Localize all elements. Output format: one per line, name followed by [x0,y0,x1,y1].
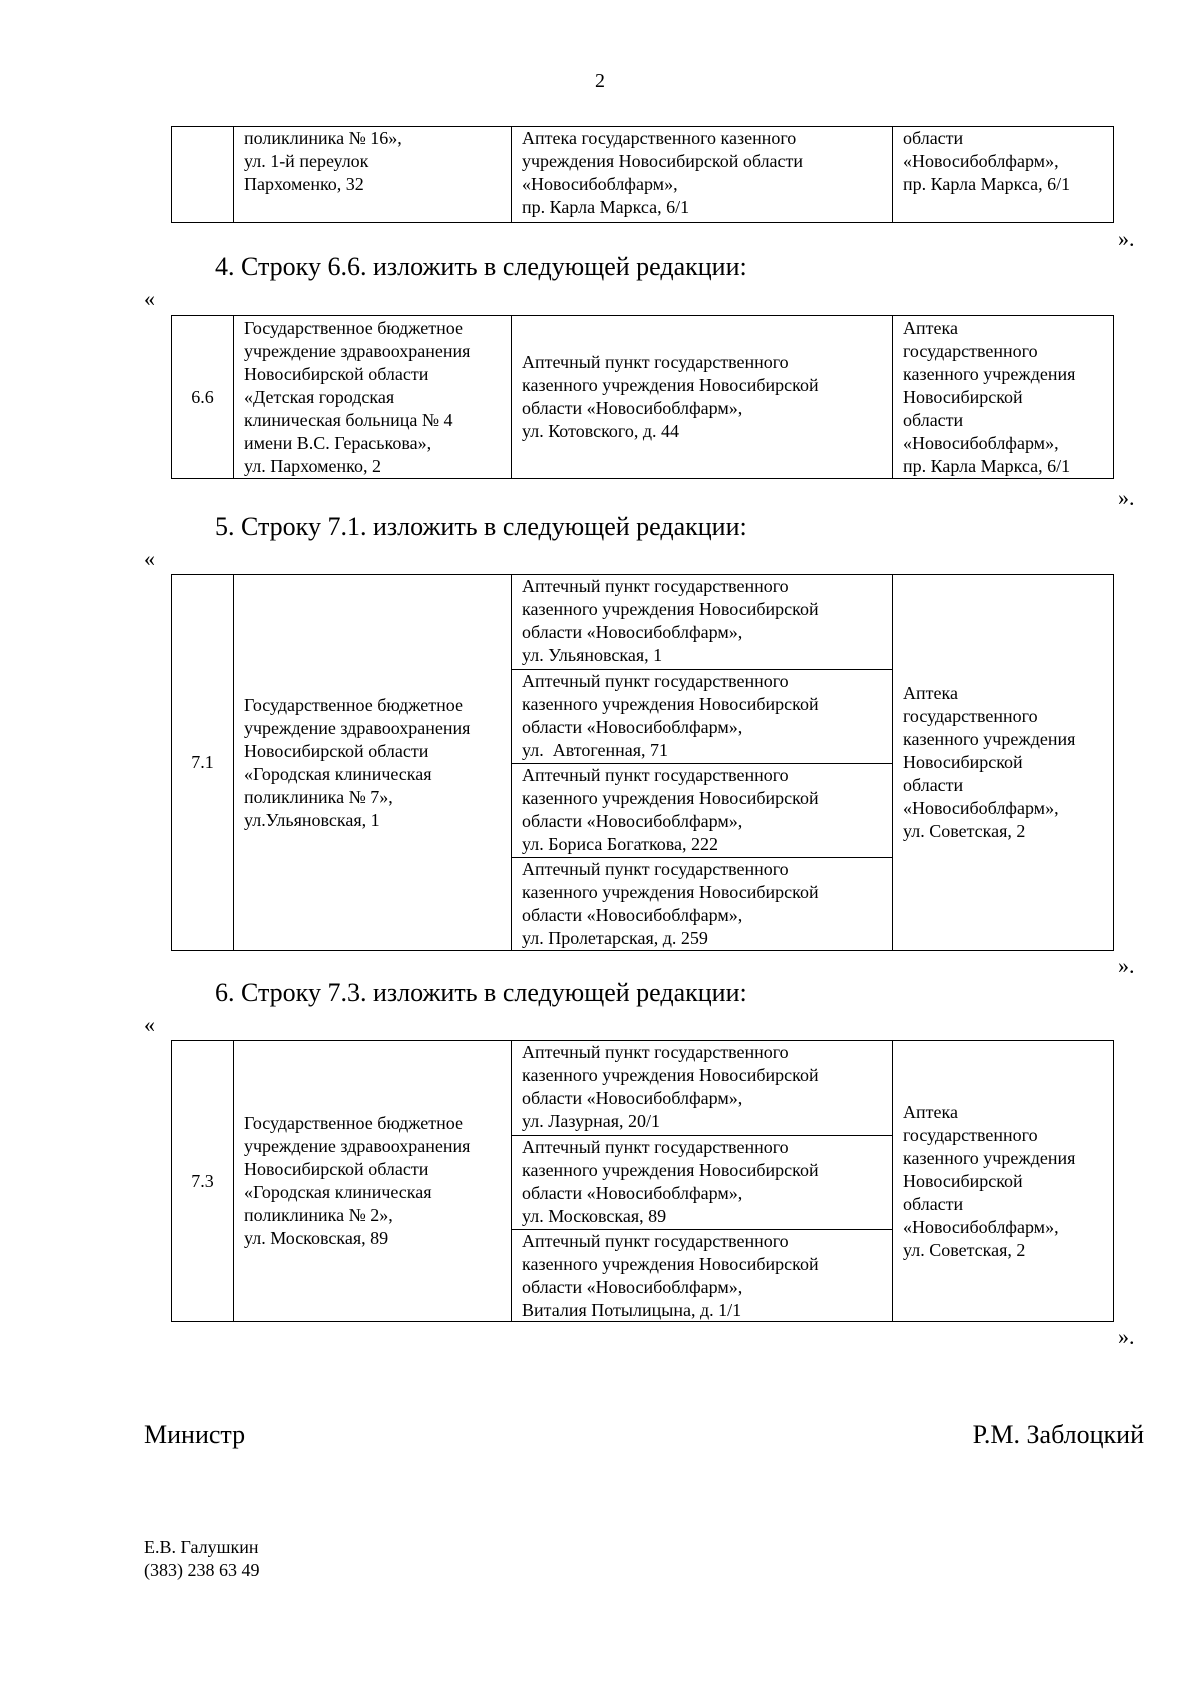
pharmacy-subcell: Аптечный пункт государственного казенного учреждения Новосибирской области «Новосибоблфарм», ул. Бориса Богаткова, 222 [512,763,892,857]
pharmacy-cells [512,575,893,951]
pharmacy-subcell: Аптечный пункт государственного казенного учреждения Новосибирской области «Новосибоблфарм», ул. Ульяновская, 1 [522,576,819,665]
pharmacy-cells [512,1041,893,1322]
close-quote: ». [1118,953,1135,978]
table-row [172,1041,1114,1322]
close-quote: ». [1118,485,1135,510]
signature-name: Р.М. Заблоцкий [972,1420,1144,1449]
close-quote: ». [1118,226,1135,251]
pharmacy-cell: Аптека государственного казенного учреждения Новосибирской области «Новосибоблфарм», пр. Карла Маркса, 6/1 [512,127,893,223]
table-row [172,316,1114,479]
table-row-7-1 [171,574,1114,951]
row-number: 7.3 [172,1041,234,1322]
section-6-heading: 6. Строку 7.3. изложить в следующей редакции: [215,978,747,1007]
section-5-heading: 5. Строку 7.1. изложить в следующей редакции: [215,512,747,541]
table-row [172,575,1114,951]
row-number: 6.6 [172,316,234,479]
institution-cell: поликлиника № 16», ул. 1-й переулок Пархоменко, 32 [234,127,512,223]
open-quote: « [144,1012,155,1037]
contact-block [144,1536,260,1582]
open-quote: « [144,286,155,311]
table-row-6-6 [171,315,1114,479]
pharmacy-subcell: Аптечный пункт государственного казенного учреждения Новосибирской области «Новосибоблфарм», ул. Автогенная, 71 [512,669,892,763]
supplier-cell: Аптека государственного казенного учреждения Новосибирской области «Новосибоблфарм», ул. Советская, 2 [893,1041,1114,1322]
signature-title: Министр [144,1420,246,1449]
close-quote: ». [1118,1324,1135,1349]
section-4-heading: 4. Строку 6.6. изложить в следующей редакции: [215,252,747,281]
institution-cell: Государственное бюджетное учреждение здравоохранения Новосибирской области «Городская клиническая поликлиника № 7», ул.Ульяновская, 1 [234,575,512,951]
row-number: 7.1 [172,575,234,951]
number-cell [172,127,234,223]
supplier-cell: Аптека государственного казенного учреждения Новосибирской области «Новосибоблфарм», пр. Карла Маркса, 6/1 [893,316,1114,479]
page-number: 2 [595,70,605,92]
pharmacy-cell: Аптечный пункт государственного казенного учреждения Новосибирской области «Новосибоблфарм», ул. Котовского, д. 44 [512,316,893,479]
pharmacy-subcell: Аптечный пункт государственного казенного учреждения Новосибирской области «Новосибоблфарм», ул. Лазурная, 20/1 [522,1042,819,1131]
table-row-7-3 [171,1040,1114,1322]
supplier-cell: области «Новосибоблфарм», пр. Карла Маркса, 6/1 [893,127,1114,223]
institution-cell: Государственное бюджетное учреждение здравоохранения Новосибирской области «Детская городская клиническая больница № 4 имени В.С. Гераськова», ул. Пархоменко, 2 [234,316,512,479]
institution-cell: Государственное бюджетное учреждение здравоохранения Новосибирской области «Городская клиническая поликлиника № 2», ул. Московская, 89 [234,1041,512,1322]
pharmacy-subcell: Аптечный пункт государственного казенного учреждения Новосибирской области «Новосибоблфарм», Виталия Потылицына, д. 1/1 [512,1229,892,1321]
pharmacy-subcell: Аптечный пункт государственного казенного учреждения Новосибирской области «Новосибоблфарм», ул. Московская, 89 [512,1135,892,1229]
contact-phone: (383) 238 63 49 [144,1560,260,1580]
supplier-cell: Аптека государственного казенного учреждения Новосибирской области «Новосибоблфарм», ул. Советская, 2 [893,575,1114,951]
table-row [172,127,1114,223]
table-continuation [171,126,1114,223]
open-quote: « [144,546,155,571]
contact-name: Е.В. Галушкин [144,1537,259,1557]
pharmacy-subcell: Аптечный пункт государственного казенного учреждения Новосибирской области «Новосибоблфарм», ул. Пролетарская, д. 259 [512,857,892,950]
